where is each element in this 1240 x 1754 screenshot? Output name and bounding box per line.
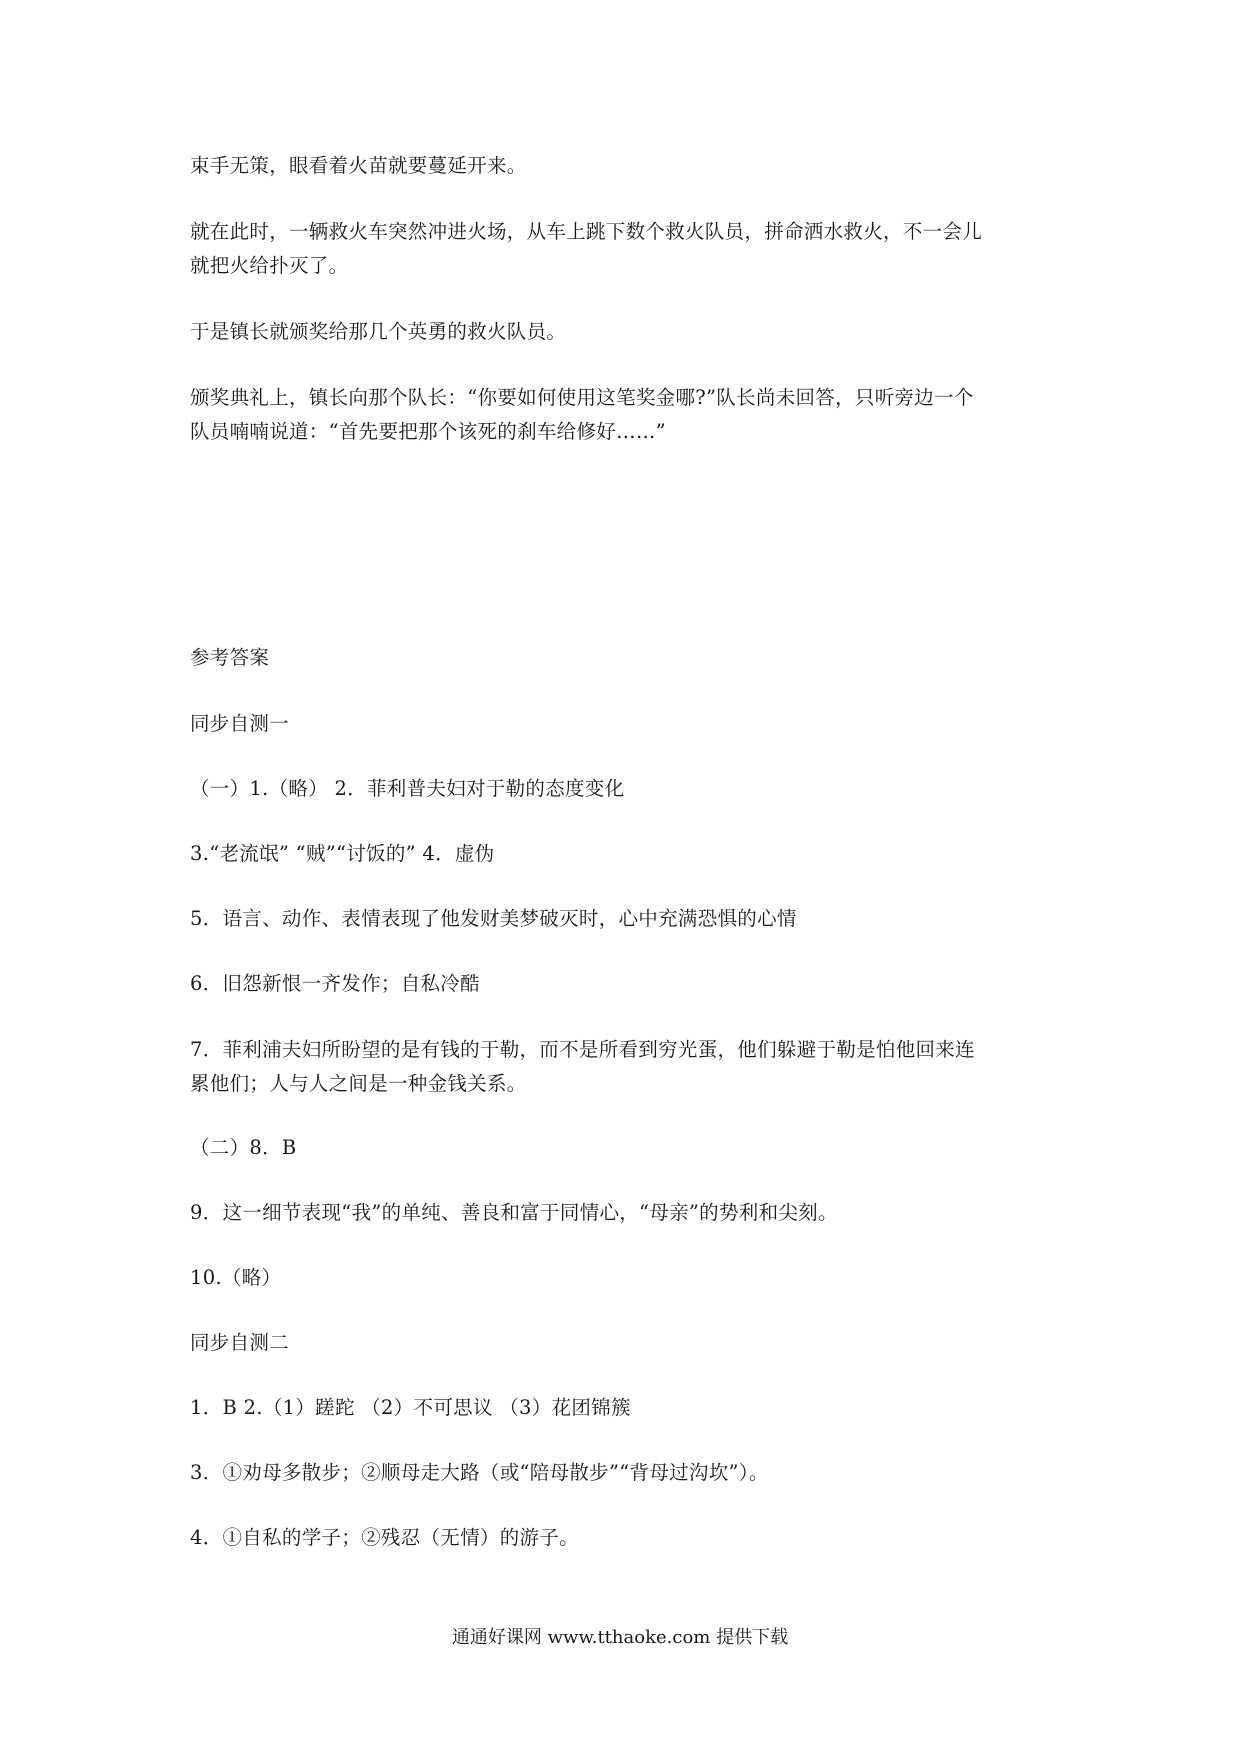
test1-answer-5: 5．语言、动作、表情表现了他发财美梦破灭时，心中充满恐惧的心情 [190,907,797,930]
test2-title: 同步自测二 [190,1331,290,1354]
story-paragraph-2-line-2: 就把火给扑灭了。 [190,254,349,277]
test1-answer-3: 3.“老流氓” “贼”“讨饭的” 4．虚伪 [190,842,495,865]
story-paragraph-1: 束手无策，眼看着火苗就要蔓延开来。 [190,154,527,177]
test1-answer-9: 9．这一细节表现“我”的单纯、善良和富于同情心，“母亲”的势利和尖刻。 [190,1201,838,1224]
footer-source: 通通好课网 www.tthaoke.com 提供下载 [451,1627,789,1648]
story-paragraph-4-line-2: 队员喃喃说道：“首先要把那个该死的刹车给修好……” [190,420,666,443]
test1-answer-6: 6．旧怨新恨一齐发作；自私冷酷 [190,972,480,995]
test2-answer-1: 1．B 2.（1）蹉跎 （2）不可思议 （3）花团锦簇 [190,1396,631,1419]
test2-answer-3: 3．①劝母多散步；②顺母走大路（或“陪母散步”“背母过沟坎”）。 [190,1461,769,1484]
answers-heading: 参考答案 [190,646,270,669]
test1-answer-7-line-2: 累他们；人与人之间是一种金钱关系。 [190,1072,527,1095]
test1-title: 同步自测一 [190,712,290,735]
story-paragraph-4-line-1: 颁奖典礼上，镇长向那个队长：“你要如何使用这笔奖金哪?”队长尚未回答，只听旁边一个 [190,386,974,409]
test1-answer-10: 10.（略） [190,1266,282,1289]
story-paragraph-3: 于是镇长就颁奖给那几个英勇的救火队员。 [190,320,567,343]
test1-answer-7-line-1: 7．菲利浦夫妇所盼望的是有钱的于勒，而不是所看到穷光蛋，他们躲避于勒是怕他回来连 [190,1038,975,1061]
test2-answer-4: 4．①自私的学子；②残忍（无情）的游子。 [190,1526,579,1549]
test1-answer-8: （二）8．B [190,1136,297,1159]
test1-answer-1: （一）1.（略） 2．菲利普夫妇对于勒的态度变化 [190,777,625,800]
story-paragraph-2-line-1: 就在此时，一辆救火车突然冲进火场，从车上跳下数个救火队员，拼命洒水救火，不一会儿 [190,220,983,243]
